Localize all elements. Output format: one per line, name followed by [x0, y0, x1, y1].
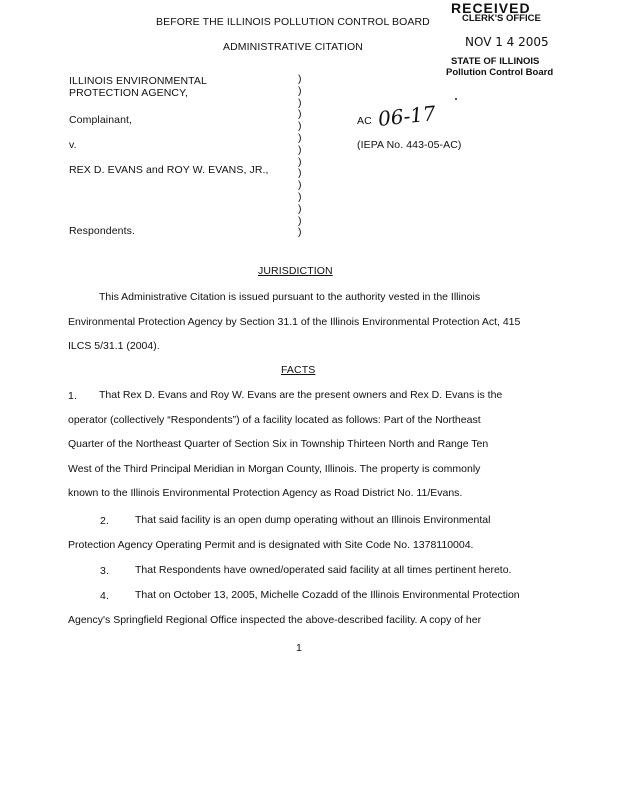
complainant-name-line1: ILLINOIS ENVIRONMENTAL	[69, 75, 207, 87]
respondents-role: Respondents.	[69, 225, 135, 237]
facts-line: operator (collectively “Respondents”) of a facility located as follows: Part of the Northeast	[68, 413, 481, 426]
paragraph-number-3: 3.	[100, 565, 109, 577]
complainant-name-line2: PROTECTION AGENCY,	[69, 87, 188, 99]
jurisdiction-line: Environmental Protection Agency by Section 31.1 of the Illinois Environmental Protection Act, 415	[68, 315, 521, 328]
ac-label: AC	[357, 115, 372, 127]
facts-line: West of the Third Principal Meridian in Morgan County, Illinois. The property is commonly	[68, 462, 481, 475]
jurisdiction-heading: JURISDICTION	[258, 265, 333, 277]
facts-paragraph-3	[68, 558, 532, 583]
caption-parentheses: ) ) ) ) ) ) ) ) ) ) ) ) ) )	[298, 73, 302, 239]
jurisdiction-line: This Administrative Citation is issued pursuant to the authority vested in the Illinois	[99, 291, 481, 303]
facts-paragraph-4	[68, 583, 532, 632]
jurisdiction-line: ILCS 5/31.1 (2004).	[68, 340, 160, 353]
stamp-board: Pollution Control Board	[446, 67, 554, 78]
stamp-office: CLERK'S OFFICE	[462, 13, 541, 24]
court-title: BEFORE THE ILLINOIS POLLUTION CONTROL BOARD	[156, 16, 430, 28]
iepa-number: (IEPA No. 443-05-AC)	[357, 139, 462, 151]
facts-line: That Respondents have owned/operated said facility at all times pertinent hereto.	[135, 564, 512, 576]
complainant-role: Complainant,	[69, 114, 133, 126]
facts-line: Protection Agency Operating Permit and is designated with Site Code No. 1378110004.	[68, 538, 474, 551]
jurisdiction-paragraph	[68, 285, 532, 359]
versus: v.	[69, 139, 77, 151]
paragraph-number-1: 1.	[68, 390, 77, 402]
stamp-received: RECEIVED	[451, 0, 531, 16]
facts-line: Quarter of the Northeast Quarter of Section Six in Township Thirteen North and Range Ten	[68, 438, 489, 451]
facts-paragraph-2	[68, 508, 532, 557]
document-type: ADMINISTRATIVE CITATION	[223, 41, 363, 53]
respondents-names: REX D. EVANS and ROY W. EVANS, JR.,	[69, 164, 269, 176]
paragraph-number-2: 2.	[100, 515, 109, 527]
stamp-date: NOV 1 4 2005	[465, 35, 549, 49]
facts-paragraph-1	[68, 383, 532, 506]
stamp-state: STATE OF ILLINOIS	[451, 56, 540, 67]
paragraph-number-4: 4.	[100, 590, 109, 602]
facts-line: known to the Illinois Environmental Protection Agency as Road District No. 11/Evans.	[68, 487, 463, 500]
facts-line: That on October 13, 2005, Michelle Cozadd of the Illinois Environmental Protection	[135, 589, 520, 601]
ac-number-handwritten: 06-17	[376, 101, 437, 131]
facts-heading: FACTS	[281, 364, 316, 376]
speck	[455, 98, 457, 100]
facts-line: Agency's Springfield Regional Office inspected the above-described facility. A copy of her	[68, 613, 482, 626]
page-number: 1	[296, 642, 302, 654]
facts-line: That said facility is an open dump operating without an Illinois Environmental	[135, 514, 491, 526]
facts-line: That Rex D. Evans and Roy W. Evans are the present owners and Rex D. Evans is the	[99, 389, 503, 401]
